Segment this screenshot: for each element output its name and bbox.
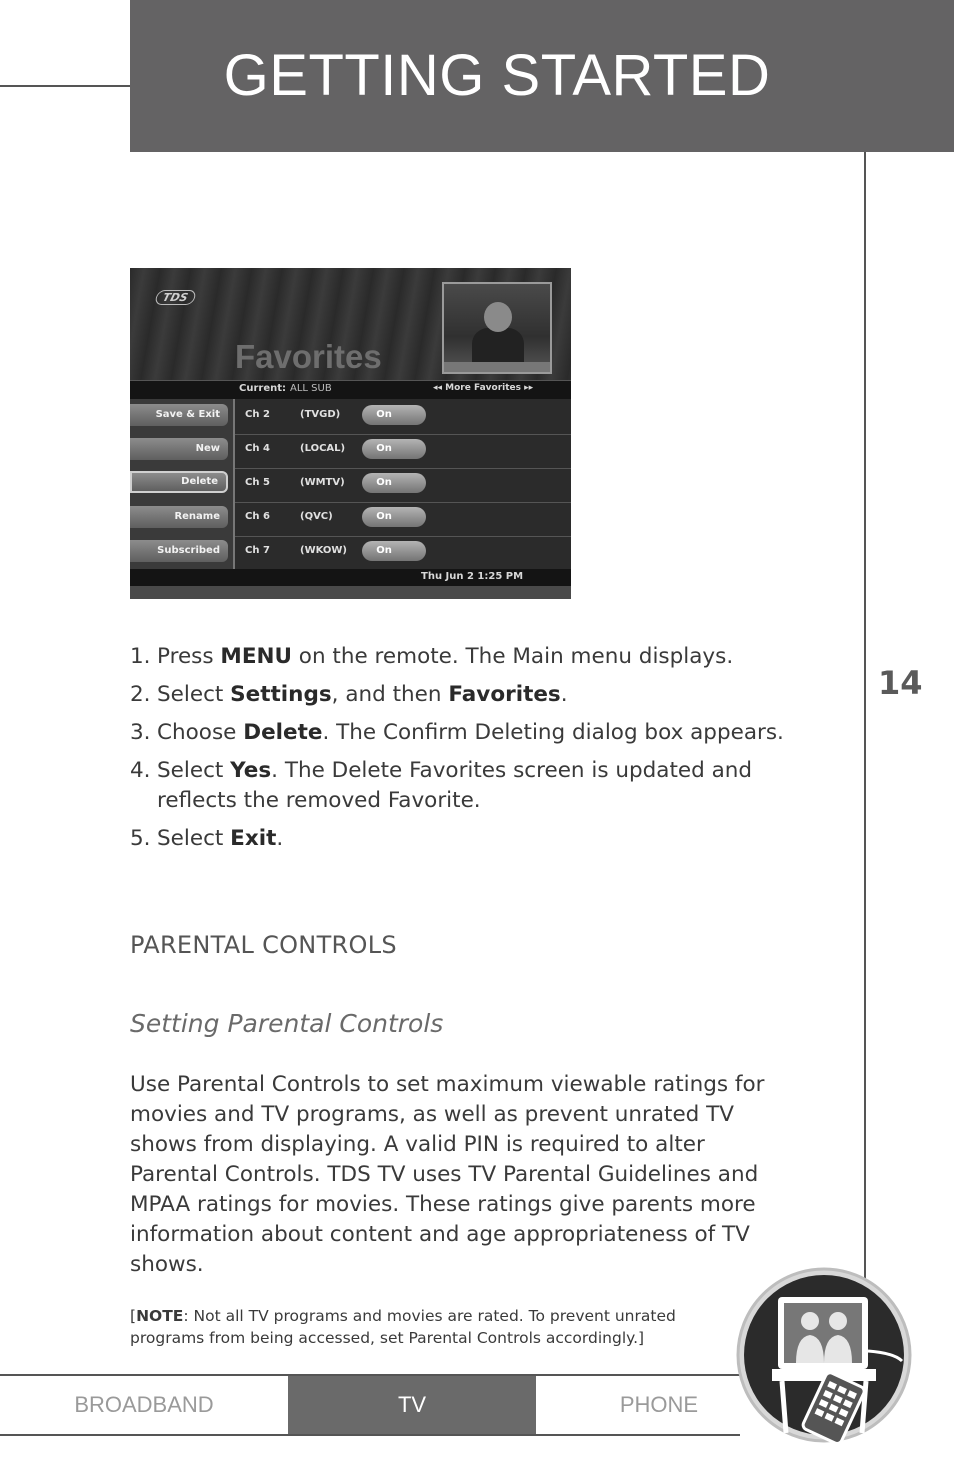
channel-toggle: On	[362, 507, 426, 527]
tab-phone[interactable]: PHONE	[619, 1392, 699, 1417]
step-number: 3.	[130, 720, 151, 745]
tv-screen-title: Favorites	[235, 338, 382, 375]
channel-number: Ch 5	[245, 477, 270, 488]
step-number: 2.	[130, 682, 151, 707]
step-text: .	[560, 682, 568, 707]
new-button: New	[130, 438, 228, 460]
channel-number: Ch 4	[245, 443, 270, 454]
tv-favorites-screenshot	[130, 268, 571, 599]
channel-number: Ch 2	[245, 409, 270, 420]
body-paragraph: Use Parental Controls to set maximum viewable ratings for movies and TV programs, as well as prevent unrated TV shows from displaying. A valid PIN is required to alter Parental Controls. TDS TV uses TV Parental Guidelines and MPAA ratings for movies. These ratings give parents more information about content and age appropriateness of TV shows.	[130, 1072, 765, 1277]
tds-logo: TDS	[154, 290, 197, 305]
step-text: Choose	[157, 720, 244, 745]
step-text: Select	[157, 758, 231, 783]
tab-tv[interactable]: TV	[288, 1376, 536, 1434]
step-number: 4.	[130, 758, 151, 783]
channel-toggle: On	[362, 473, 426, 493]
channel-number: Ch 7	[245, 545, 270, 556]
note-bracket: [	[130, 1307, 137, 1325]
delete-button: Delete	[130, 471, 228, 493]
more-favorites-link: ◂◂ More Favorites ▸▸	[433, 383, 534, 393]
step-item	[130, 824, 790, 854]
step-text: , and then	[331, 682, 449, 707]
step-text: .	[276, 826, 284, 851]
step-item	[130, 718, 790, 748]
current-value: ALL SUB	[290, 383, 332, 394]
step-text: Press	[157, 644, 221, 669]
step-item	[130, 642, 790, 672]
tab-broadband[interactable]: BROADBAND	[74, 1392, 214, 1417]
tv-status-bar	[130, 569, 571, 586]
preview-person-body	[472, 328, 524, 364]
step-text: Select	[157, 682, 231, 707]
note-text: : Not all TV programs and movies are rated. To prevent unrated programs from being accessed, set Parental Controls accordingly.]	[130, 1307, 676, 1347]
section-subheading: Setting Parental Controls	[130, 1009, 444, 1038]
step-text: . The Confirm Deleting dialog box appears.	[322, 720, 784, 745]
tv-menu-panel	[130, 399, 233, 569]
note-paragraph	[130, 1305, 730, 1349]
step-keyword: Exit	[230, 826, 277, 851]
note-label: NOTE	[136, 1307, 184, 1325]
step-text: on the remote. The Main menu displays.	[291, 644, 734, 669]
page-title: GETTING STARTED	[223, 43, 771, 108]
instruction-steps	[130, 642, 790, 862]
step-number: 5.	[130, 826, 151, 851]
tv-current-bar	[130, 380, 571, 399]
channel-callsign: (QVC)	[300, 511, 333, 522]
current-label: Current:	[239, 383, 287, 394]
tv-divider	[233, 399, 235, 569]
row-divider	[235, 502, 571, 503]
step-item	[130, 680, 790, 710]
section-heading: PARENTAL CONTROLS	[130, 931, 397, 959]
header-band	[130, 0, 954, 152]
channel-number: Ch 6	[245, 511, 270, 522]
page-number: 14	[878, 664, 923, 702]
channel-callsign: (LOCAL)	[300, 443, 346, 454]
tab-bar-bottom-rule	[0, 1434, 740, 1436]
tv-preview-window	[442, 282, 552, 374]
step-text: Select	[157, 826, 231, 851]
step-keyword: MENU	[220, 644, 292, 669]
tv-remote-icon	[734, 1265, 914, 1445]
rename-button: Rename	[130, 506, 228, 528]
row-divider	[235, 536, 571, 537]
preview-person-head	[484, 302, 512, 332]
channel-callsign: (WMTV)	[300, 477, 345, 488]
right-margin-rule	[864, 152, 866, 1282]
step-text: . The Delete Favorites screen is updated and reflects the removed Favorite.	[157, 758, 753, 813]
tv-datetime: Thu Jun 2 1:25 PM	[421, 571, 524, 582]
channel-callsign: (WKOW)	[300, 545, 348, 556]
subscribed-button: Subscribed	[130, 540, 228, 562]
top-left-rule	[0, 85, 130, 87]
row-divider	[235, 434, 571, 435]
channel-toggle: On	[362, 439, 426, 459]
tv-bottom-strip	[130, 586, 571, 599]
channel-callsign: (TVGD)	[300, 409, 341, 420]
channel-toggle: On	[362, 541, 426, 561]
step-keyword: Favorites	[448, 682, 561, 707]
preview-ticker	[444, 362, 550, 372]
step-item	[130, 756, 790, 816]
step-number: 1.	[130, 644, 151, 669]
step-keyword: Settings	[230, 682, 332, 707]
step-keyword: Yes	[230, 758, 272, 783]
channel-toggle: On	[362, 405, 426, 425]
step-keyword: Delete	[243, 720, 323, 745]
row-divider	[235, 468, 571, 469]
save-exit-button: Save & Exit	[130, 404, 228, 426]
